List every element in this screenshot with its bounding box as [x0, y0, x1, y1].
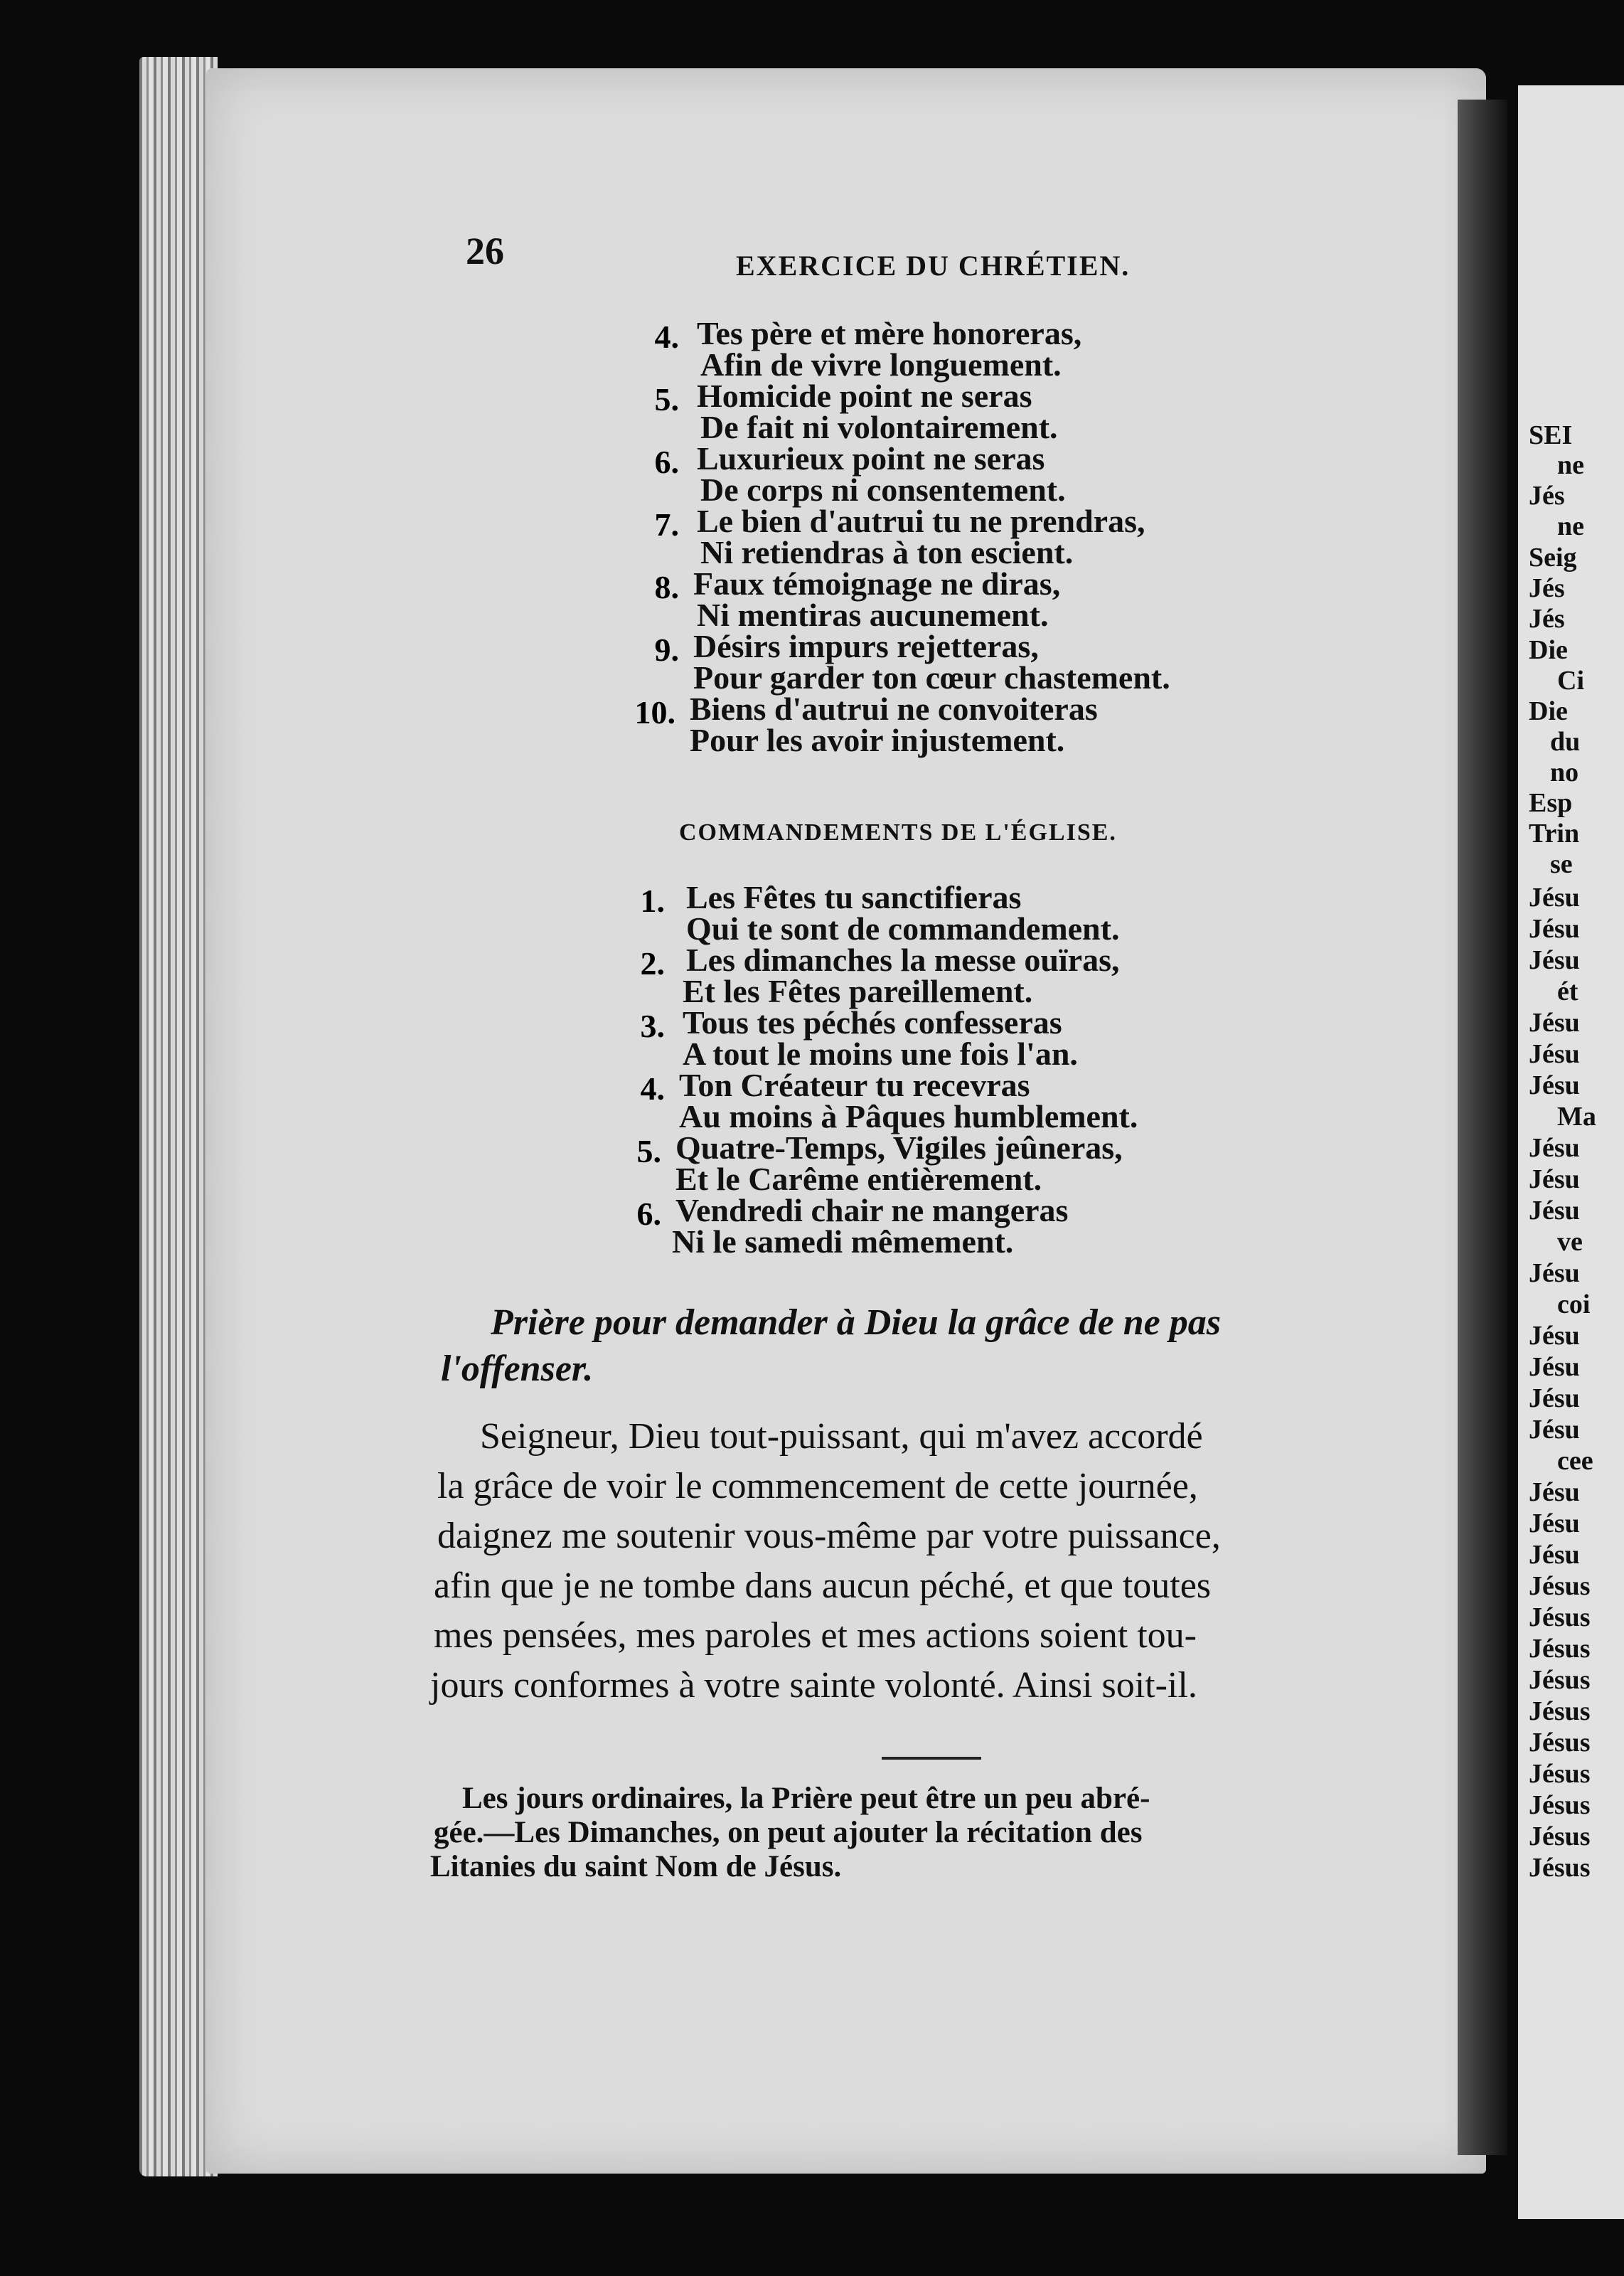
fragment: Jésu — [1529, 1383, 1580, 1413]
commandment-line: Quatre-Temps, Vigiles jeûneras, — [675, 1129, 1123, 1166]
commandment-number: 5. — [654, 381, 679, 418]
commandment-line: Désirs impurs rejetteras, — [693, 628, 1039, 664]
fragment: coi — [1557, 1289, 1591, 1319]
fragment: du — [1550, 727, 1581, 757]
prayer-line: la grâce de voir le commencement de cette journée, — [437, 1466, 1198, 1506]
gutter-shadow — [1458, 100, 1507, 2155]
commandment-line: Le bien d'autrui tu ne prendras, — [697, 503, 1145, 539]
commandment-number: 1. — [640, 883, 665, 919]
commandment-number: 5. — [636, 1133, 661, 1169]
note-line: gée.—Les Dimanches, on peut ajouter la récitation des — [434, 1816, 1143, 1849]
commandment-line: De fait ni volontairement. — [700, 409, 1058, 445]
page-number: 26 — [466, 230, 504, 272]
commandment-line: Tes père et mère honoreras, — [697, 315, 1082, 351]
fragment: Jésu — [1529, 945, 1580, 975]
fragment: Jésus — [1529, 1665, 1591, 1695]
prayer-line: jours conformes à votre sainte volonté. Ainsi soit-il. — [430, 1665, 1197, 1706]
divider-rule — [882, 1757, 981, 1760]
commandment-line: Biens d'autrui ne convoiteras — [690, 691, 1098, 727]
commandment-number: 4. — [640, 1070, 665, 1107]
running-title: EXERCICE DU CHRÉTIEN. — [736, 250, 1131, 282]
fragment: Jésus — [1529, 1571, 1591, 1601]
commandment-line: Ton Créateur tu recevras — [679, 1067, 1030, 1103]
fragment: ne — [1557, 511, 1584, 541]
fragment: Die — [1529, 635, 1568, 665]
fragment: Jésu — [1529, 1039, 1580, 1069]
commandment-line: Tous tes péchés confesseras — [683, 1004, 1062, 1041]
fragment: Esp — [1529, 788, 1573, 818]
commandment-line: Ni mentiras aucunement. — [697, 597, 1049, 633]
section-title: COMMANDEMENTS DE L'ÉGLISE. — [679, 819, 1117, 846]
prayer-line: daignez me soutenir vous-même par votre puissance, — [437, 1516, 1221, 1556]
fragment: Jésu — [1529, 1477, 1580, 1507]
note-line: Les jours ordinaires, la Prière peut être un peu abré- — [462, 1782, 1150, 1815]
commandment-line: Et le Carême entièrement. — [675, 1161, 1042, 1197]
commandment-line: Au moins à Pâques humblement. — [679, 1098, 1138, 1134]
fragment: Jésus — [1529, 1728, 1591, 1757]
commandment-line: Afin de vivre longuement. — [700, 346, 1062, 383]
fragment: Jésu — [1529, 1133, 1580, 1163]
commandment-line: Vendredi chair ne mangeras — [675, 1192, 1069, 1228]
fragment: Die — [1529, 696, 1568, 726]
fragment: Trin — [1529, 819, 1580, 849]
fragment: Jésu — [1529, 1258, 1580, 1288]
prayer-line: mes pensées, mes paroles et mes actions soient tou- — [434, 1615, 1197, 1656]
commandment-line: Les Fêtes tu sanctifieras — [686, 879, 1022, 915]
commandment-line: Qui te sont de commandement. — [686, 910, 1120, 947]
prayer-line: Seigneur, Dieu tout-puissant, qui m'avez accordé — [480, 1416, 1203, 1457]
fragment: Jésus — [1529, 1822, 1591, 1851]
commandment-line: Ni retiendras à ton escient. — [700, 534, 1074, 570]
commandment-line: Faux témoignage ne diras, — [693, 565, 1061, 602]
commandment-line: Pour garder ton cœur chastement. — [693, 659, 1170, 696]
prayer-title-cont: l'offenser. — [441, 1349, 594, 1389]
commandment-number: 6. — [654, 444, 679, 480]
fragment: ét — [1557, 977, 1578, 1006]
fragment: Jésu — [1529, 1008, 1580, 1038]
fragment: Jés — [1529, 481, 1565, 511]
fragment: Jésus — [1529, 1790, 1591, 1820]
fragment: Seig — [1529, 543, 1577, 573]
commandment-number: 4. — [654, 319, 679, 355]
prayer-title: Prière pour demander à Dieu la grâce de ne pas — [491, 1302, 1221, 1343]
fragment: Jésu — [1529, 1321, 1580, 1351]
commandment-number: 7. — [654, 506, 679, 543]
fragment: Jésus — [1529, 1696, 1591, 1726]
fragment: Jés — [1529, 604, 1565, 634]
fragment: Jésu — [1529, 1352, 1580, 1382]
fragment: Jésu — [1529, 914, 1580, 944]
fragment: ve — [1557, 1227, 1583, 1257]
fragment: SEI — [1529, 420, 1573, 450]
commandment-line: Homicide point ne seras — [697, 378, 1032, 414]
commandment-number: 8. — [654, 569, 679, 605]
fragment: Jésu — [1529, 1196, 1580, 1225]
fragment: Jésus — [1529, 1602, 1591, 1632]
fragment: Jésus — [1529, 1634, 1591, 1664]
commandment-line: De corps ni consentement. — [700, 472, 1066, 508]
fragment: no — [1550, 757, 1579, 787]
commandment-line: Et les Fêtes pareillement. — [683, 973, 1033, 1009]
fragment: Ci — [1557, 666, 1584, 696]
fragment: Jésu — [1529, 1509, 1580, 1538]
fragment: Jésus — [1529, 1759, 1591, 1789]
commandment-number: 9. — [654, 632, 679, 668]
fragment: se — [1550, 849, 1573, 879]
commandment-number: 3. — [640, 1008, 665, 1044]
commandment-line: Pour les avoir injustement. — [690, 722, 1065, 758]
fragment: Jés — [1529, 573, 1565, 603]
commandment-number: 2. — [640, 945, 665, 982]
fragment: Jésu — [1529, 1415, 1580, 1445]
commandment-line: A tout le moins une fois l'an. — [683, 1036, 1078, 1072]
commandment-number: 10. — [634, 694, 675, 730]
note-line: Litanies du saint Nom de Jésus. — [430, 1850, 842, 1883]
prayer-line: afin que je ne tombe dans aucun péché, et que toutes — [434, 1565, 1212, 1606]
commandment-number: 6. — [636, 1196, 661, 1232]
fragment: cee — [1557, 1446, 1593, 1476]
fragment: Jésu — [1529, 1164, 1580, 1194]
commandment-line: Les dimanches la messe ouïras, — [686, 942, 1120, 978]
fragment: Ma — [1557, 1102, 1596, 1132]
fragment: Jésu — [1529, 883, 1580, 913]
fragment: ne — [1557, 450, 1584, 480]
commandment-line: Ni le samedi mêmement. — [672, 1223, 1014, 1260]
fragment: Jésu — [1529, 1070, 1580, 1100]
fragment: Jésus — [1529, 1853, 1591, 1883]
fragment: Jésu — [1529, 1540, 1580, 1570]
commandment-line: Luxurieux point ne seras — [697, 440, 1045, 477]
